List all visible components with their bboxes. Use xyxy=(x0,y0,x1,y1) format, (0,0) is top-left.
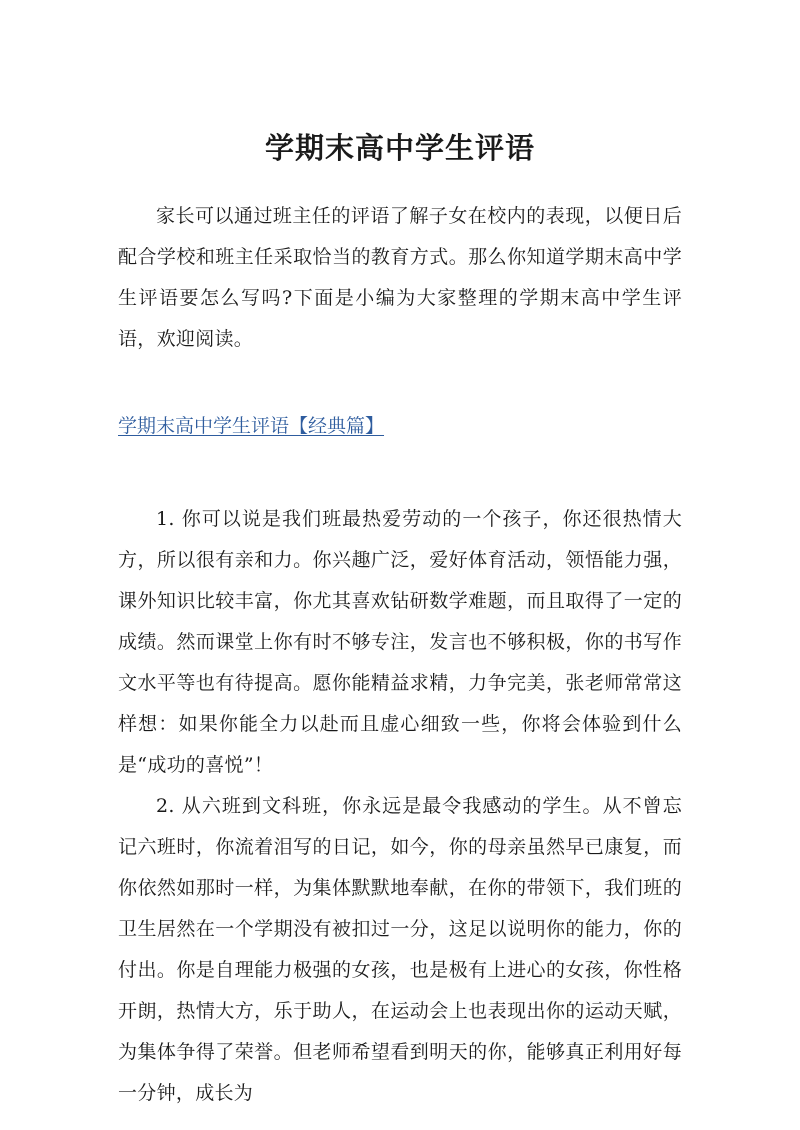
comment-item-2: 2. 从六班到文科班，你永远是最令我感动的学生。从不曾忘记六班时，你流着泪写的日记，如今，你的母亲虽然早已康复，而你依然如那时一样，为集体默默地奉献，在你的带领下，我们班的卫生居然在一个学期没有被扣过一分，这足以说明你的能力，你的付出。你是自理能力极强的女孩，也是极有上进心的女孩，你性格开朗，热情大方，乐于助人，在运动会上也表现出你的运动天赋，为集体争得了荣誉。但老师希望看到明天的你，能够真正利用好每一分钟，成长为 xyxy=(118,795,682,1104)
section-heading-wrapper xyxy=(118,360,682,447)
section-spacer xyxy=(118,447,682,499)
section-heading-link[interactable]: 学期末高中学生评语【经典篇】 xyxy=(118,415,385,437)
comment-item-1: 1. 你可以说是我们班最热爱劳动的一个孩子，你还很热情大方，所以很有亲和力。你兴趣广泛，爱好体育活动，领悟能力强，课外知识比较丰富，你尤其喜欢钻研数学难题，而且取得了一定的成绩。然而课堂上你有时不够专注，发言也不够积极，你的书写作文水平等也有待提高。愿你能精益求精，力争完美，张老师常常这样想：如果你能全力以赴而且虚心细致一些，你将会体验到什么是“成功的喜悦”！ xyxy=(118,508,682,776)
document-title: 学期末高中学生评语 xyxy=(264,131,535,165)
intro-paragraph: 家长可以通过班主任的评语了解子女在校内的表现，以便日后配合学校和班主任采取恰当的教育方式。那么你知道学期末高中学生评语要怎么写吗?下面是小编为大家整理的学期末高中学生评语，欢迎阅读。 xyxy=(118,205,682,350)
